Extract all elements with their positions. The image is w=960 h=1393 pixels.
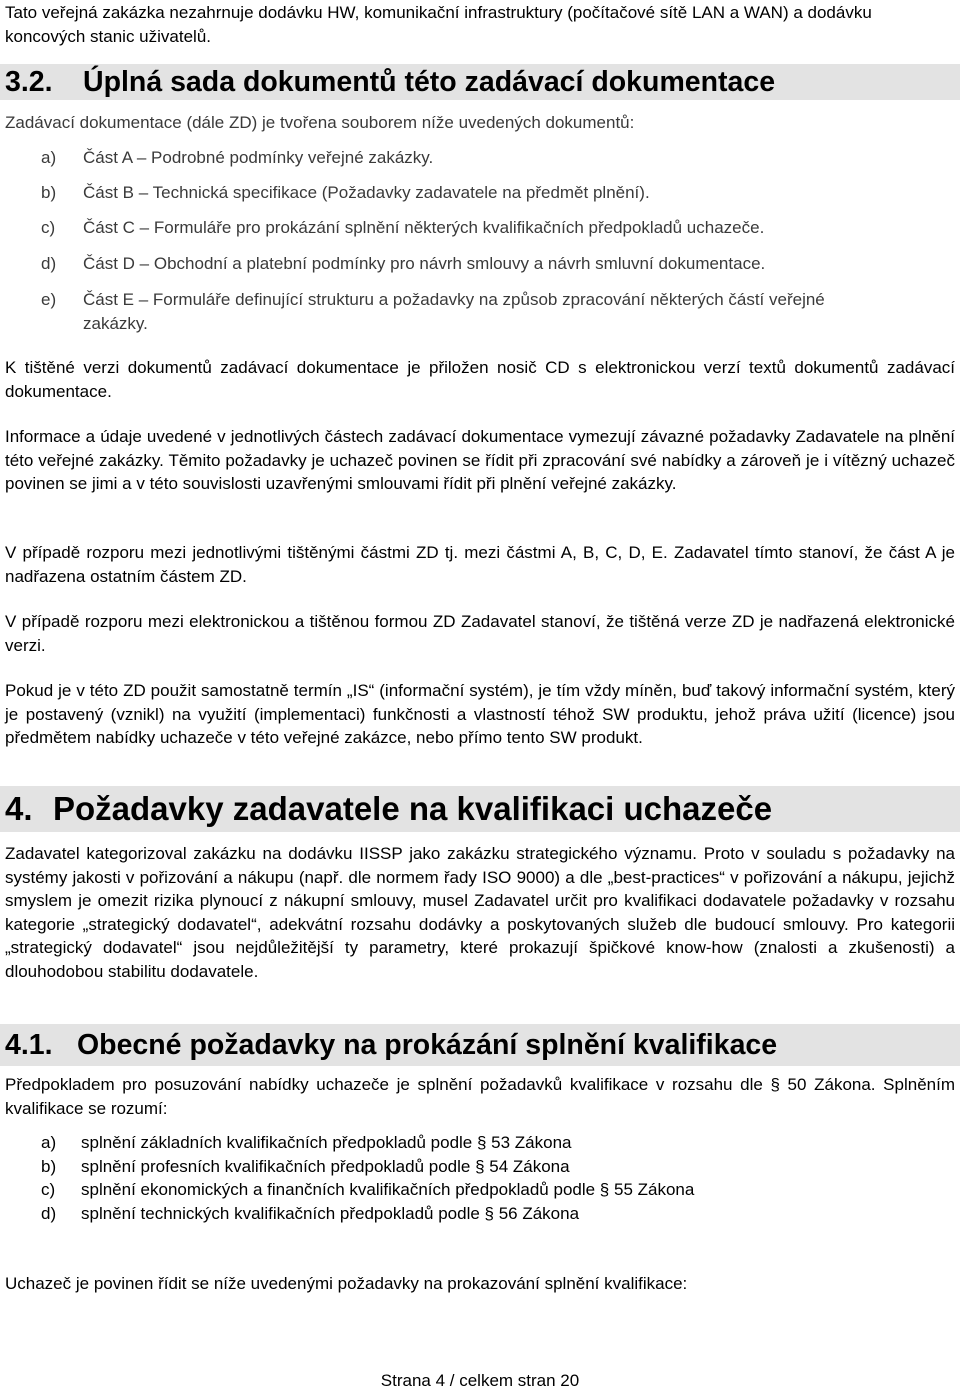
list-marker: c) [41, 1180, 56, 1199]
list-text: splnění základních kvalifikačních předpokladů podle § 53 Zákona [81, 1133, 572, 1152]
heading-4-1-title: Obecné požadavky na prokázání splnění kvalifikace [77, 1029, 778, 1061]
list-marker: c) [41, 218, 56, 237]
list-marker: d) [41, 1204, 57, 1223]
list-text: splnění ekonomických a finančních kvalifikačních předpokladů podle § 55 Zákona [81, 1180, 695, 1199]
heading-4-title: Požadavky zadavatele na kvalifikaci uchazeče [53, 790, 773, 827]
heading-4-1 [5, 1024, 777, 1066]
paragraph-conflict-printed: V případě rozporu mezi jednotlivými tištěnými částmi ZD tj. mezi částmi A, B, C, D, E. Zadavatel tímto stanoví, že část A je nadřazena ostatním částem ZD. [5, 543, 955, 586]
page-footer: Strana 4 / celkem stran 20 [380, 1371, 580, 1390]
heading-3-2-title: Úplná sada dokumentů této zadávací dokumentace [83, 66, 776, 98]
list-marker: e) [41, 290, 57, 309]
heading-3-2-number: 3.2. [5, 66, 53, 98]
list-marker: b) [41, 1157, 57, 1176]
list-marker: d) [41, 254, 57, 273]
heading-4-1-number: 4.1. [5, 1029, 53, 1061]
list-marker: a) [41, 148, 57, 167]
section-3-2-lead: Zadávací dokumentace (dále ZD) je tvořena souborem níže uvedených dokumentů: [5, 113, 635, 132]
list-marker: a) [41, 1133, 57, 1152]
list-text: Část C – Formuláře pro prokázání splnění některých kvalifikačních předpokladů uchazeče. [83, 218, 765, 237]
paragraph-cd: K tištěné verzi dokumentů zadávací dokumentace je přiložen nosič CD s elektronickou verzí textů dokumentů zadávací dokumentace. [5, 358, 955, 401]
paragraph-qualification: Zadavatel kategorizoval zakázku na dodávku IISSP jako zakázku strategického významu. Proto v souladu s požadavky na systémy jakosti v pořizování a nákupu (např. dle normem řady ISO 9000) a dle „best-practices“ v pořizování a nákupu, jejichž smyslem je omezit rizika plynoucí z nákupní smlouvy, musel Zadavatel určit pro kvalifikaci dodavatele požadavky v rozsahu kategorie „strategický dodavatel“, adekvátní rozsahu dodávky a poskytovaných služeb dle budoucí smlouvy. Pro kategorii „strategický dodavatel“ jsou nejdůležitější ty parametry, které prokazují špičkové know-how (znalosti a zkušenosti) a dlouhodobou stabilitu dodavatele. [5, 844, 955, 981]
paragraph-requirements: Informace a údaje uvedené v jednotlivých částech zadávací dokumentace vymezují závazné požadavky Zadavatele na plnění této veřejné zakázky. Těmito požadavky je uchazeč povinen se řídit při zpracování své nabídky a zároveň je i vítězný uchazeč povinen se jimi a v této souvislosti uzavřenými smlouvami řídit při plnění veřejné zakázky. [5, 427, 955, 493]
heading-3-2 [5, 64, 775, 100]
paragraph-conflict-electronic: V případě rozporu mezi elektronickou a tištěnou formou ZD Zadavatel stanoví, že tištěná verze ZD je nadřazená elektronické verzi. [5, 612, 955, 655]
heading-4 [5, 786, 772, 832]
list-text: Část E – Formuláře definující strukturu a požadavky na způsob zpracování některých částí veřejné zakázky. [83, 290, 825, 333]
list-marker: b) [41, 183, 57, 202]
paragraph-closing: Uchazeč je povinen řídit se níže uvedenými požadavky na prokazování splnění kvalifikace: [5, 1274, 688, 1293]
paragraph-is-term: Pokud je v této ZD použit samostatně termín „IS“ (informační systém), je tím vždy míněn, buď takový informační systém, který je postavený (vznikl) na využití (implementaci) funkčnosti a vlastností téhož SW produktu, jehož práva užití (licence) jsou předmětem nabídky uchazeče v této veřejné zakázce, nebo přímo tento SW produkt. [5, 681, 955, 747]
section-4-1-lead: Předpokladem pro posuzování nabídky uchazeče je splnění požadavků kvalifikace v rozsahu dle § 50 Zákona. Splněním kvalifikace se rozumí: [5, 1075, 955, 1118]
intro-paragraph: Tato veřejná zakázka nezahrnuje dodávku HW, komunikační infrastruktury (počítačové sítě LAN a WAN) a dodávku koncových stanic uživatelů. [5, 3, 872, 46]
list-text: Část B – Technická specifikace (Požadavky zadavatele na předmět plnění). [83, 183, 650, 202]
list-text: Část D – Obchodní a platební podmínky pro návrh smlouvy a návrh smluvní dokumentace. [83, 254, 766, 273]
heading-4-number: 4. [5, 790, 33, 827]
list-text: splnění technických kvalifikačních předpokladů podle § 56 Zákona [81, 1204, 580, 1223]
list-text: splnění profesních kvalifikačních předpokladů podle § 54 Zákona [81, 1157, 570, 1176]
list-text: Část A – Podrobné podmínky veřejné zakázky. [83, 148, 434, 167]
